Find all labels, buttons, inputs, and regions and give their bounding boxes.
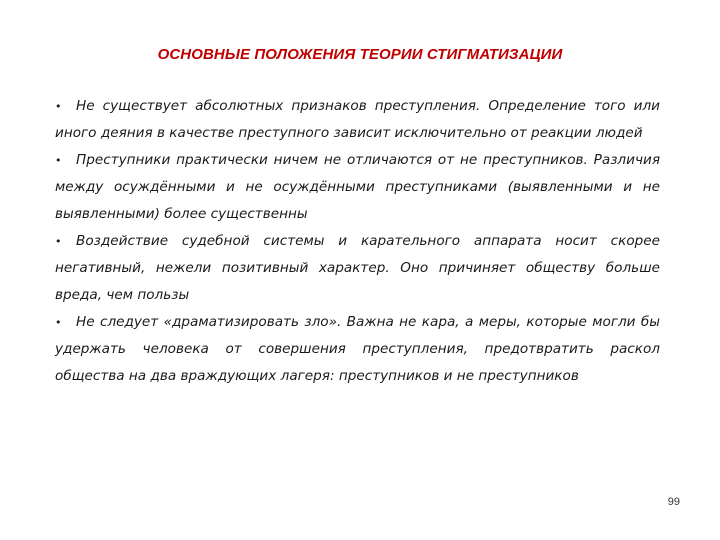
bullet-icon: • <box>55 235 62 248</box>
bullet-text: Не следует «драматизировать зло». Важна не кара, а меры, которые могли бы удержать человека от совершения преступления, предотвратить раскол общества на два враждующих лагеря: преступников и не преступников <box>55 314 660 384</box>
page-number: 99 <box>667 496 680 508</box>
bullet-icon: • <box>55 154 62 167</box>
bullet-text: Не существует абсолютных признаков преступления. Определение того или иного деяния в качестве преступного зависит исключительно от реакции людей <box>55 98 660 141</box>
bullet-icon: • <box>55 316 62 329</box>
bullet-list <box>55 93 660 390</box>
bullet-item-3 <box>55 228 660 309</box>
bullet-icon: • <box>55 100 62 113</box>
bullet-item-2 <box>55 147 660 228</box>
slide-title: ОСНОВНЫЕ ПОЛОЖЕНИЯ ТЕОРИИ СТИГМАТИЗАЦИИ <box>157 46 563 63</box>
bullet-text: Преступники практически ничем не отличаются от не преступников. Различия между осуждёнными и не осуждёнными преступниками (выявленными и не выявленными) более существенны <box>55 152 660 222</box>
bullet-item-1 <box>55 93 660 147</box>
bullet-text: Воздействие судебной системы и карательного аппарата носит скорее негативный, нежели позитивный характер. Оно причиняет обществу больше вреда, чем пользы <box>55 233 660 303</box>
bullet-item-4 <box>55 309 660 390</box>
